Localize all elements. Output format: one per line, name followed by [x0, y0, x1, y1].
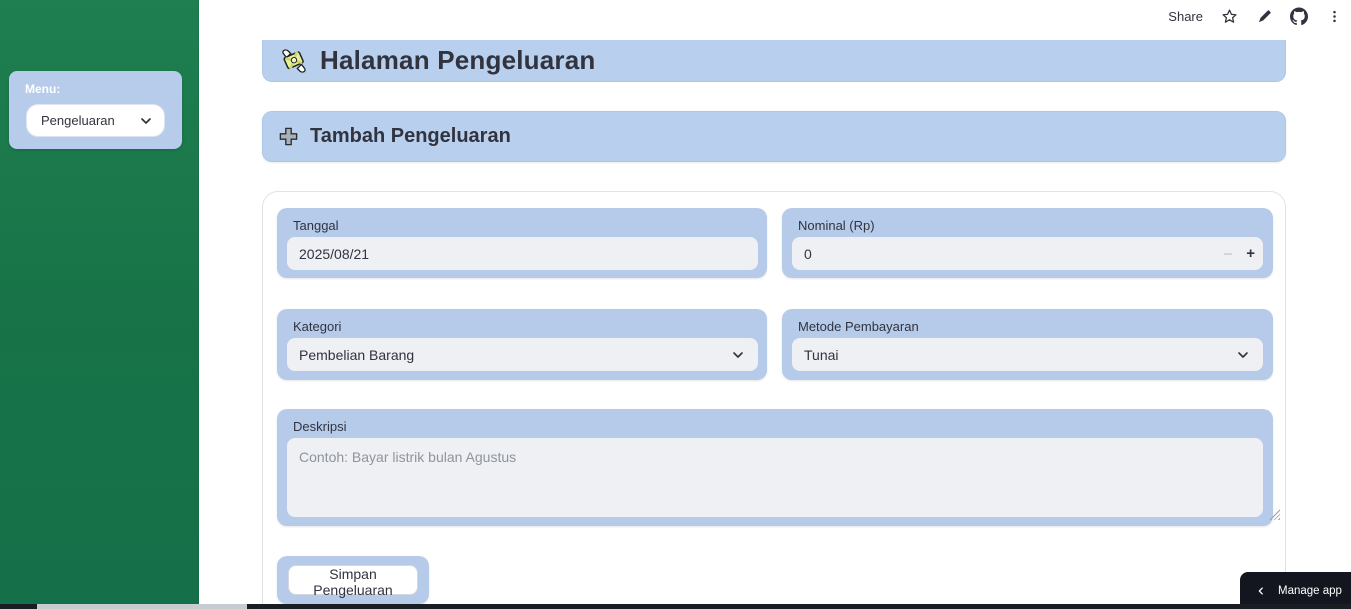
- sidebar-menu-card: [9, 71, 182, 149]
- github-icon[interactable]: [1290, 7, 1308, 25]
- metode-card: [782, 309, 1273, 380]
- chevron-left-icon: [1256, 586, 1266, 596]
- nominal-label: Nominal (Rp): [798, 218, 875, 233]
- star-icon[interactable]: [1220, 7, 1238, 25]
- submit-card: [277, 556, 429, 604]
- kategori-select[interactable]: [287, 338, 758, 371]
- nominal-card: [782, 208, 1273, 278]
- app-toolbar: [1168, 5, 1343, 27]
- metode-label: Metode Pembayaran: [798, 319, 919, 334]
- kebab-menu-icon[interactable]: [1325, 7, 1343, 25]
- kategori-label: Kategori: [293, 319, 342, 334]
- page-title-banner: [262, 40, 1286, 82]
- chevron-down-icon: [138, 113, 154, 129]
- metode-value: Tunai: [804, 346, 839, 363]
- horizontal-scrollbar-thumb[interactable]: [37, 604, 247, 609]
- deskripsi-label: Deskripsi: [293, 419, 347, 434]
- simpan-pengeluaran-button[interactable]: Simpan Pengeluaran: [288, 565, 418, 595]
- tanggal-label: Tanggal: [293, 218, 339, 233]
- deskripsi-card: [277, 409, 1273, 526]
- kategori-value: Pembelian Barang: [299, 346, 415, 363]
- chevron-down-icon: [730, 347, 746, 363]
- plus-icon: [277, 125, 300, 148]
- section-title: Tambah Pengeluaran: [310, 125, 511, 147]
- nominal-decrement-button[interactable]: –: [1223, 245, 1233, 262]
- section-banner: [262, 111, 1286, 162]
- money-with-wings-icon: [279, 46, 309, 76]
- chevron-down-icon: [1235, 347, 1251, 363]
- metode-select[interactable]: [792, 338, 1263, 371]
- edit-pencil-icon[interactable]: [1255, 7, 1273, 25]
- form-container: [262, 191, 1286, 609]
- nominal-steppers: [1224, 237, 1255, 270]
- tanggal-card: [277, 208, 767, 278]
- horizontal-scrollbar[interactable]: [0, 604, 1351, 609]
- manage-app-label: Manage app: [1278, 584, 1342, 597]
- page-title: Halaman Pengeluaran: [320, 45, 596, 75]
- menu-select-value: Pengeluaran: [41, 113, 115, 128]
- tanggal-input[interactable]: [287, 237, 758, 270]
- nominal-increment-button[interactable]: +: [1246, 245, 1255, 262]
- nominal-input[interactable]: [792, 237, 1263, 270]
- menu-select[interactable]: [26, 104, 165, 137]
- share-button[interactable]: Share: [1168, 8, 1203, 24]
- kategori-card: [277, 309, 767, 380]
- deskripsi-textarea[interactable]: [287, 438, 1263, 517]
- sidebar: [0, 0, 199, 604]
- menu-label: Menu:: [25, 82, 61, 96]
- textarea-resize-handle[interactable]: [1269, 509, 1280, 520]
